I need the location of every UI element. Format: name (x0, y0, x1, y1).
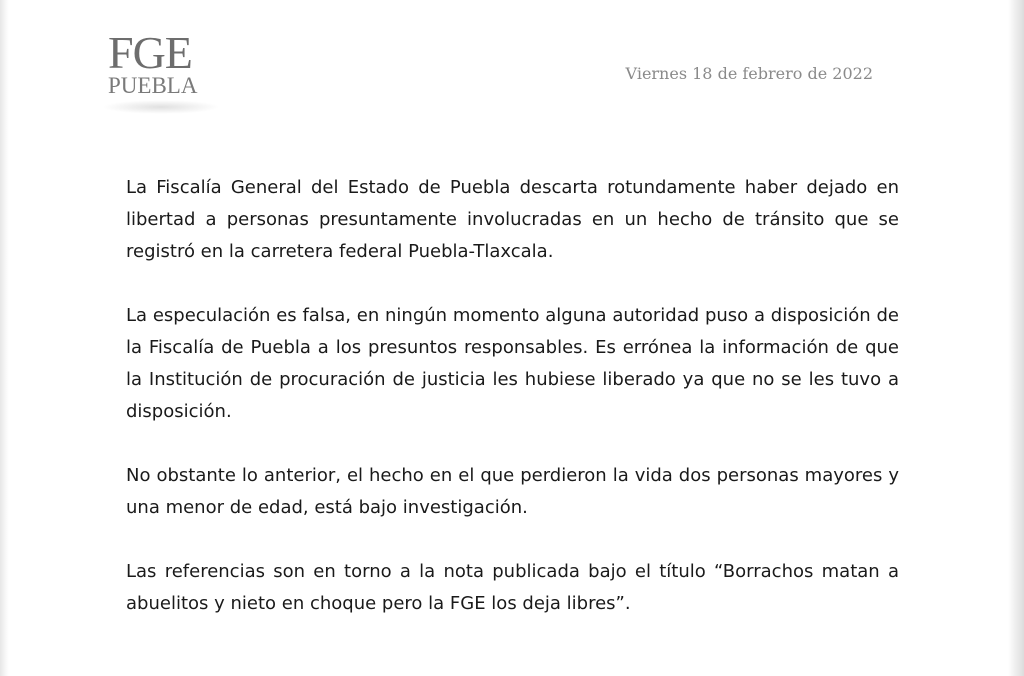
logo-puebla-text: PUEBLA (108, 73, 198, 98)
logo-fge-text: FGE (108, 27, 192, 78)
document-date: Viernes 18 de febrero de 2022 (625, 64, 873, 83)
fge-puebla-logo (102, 27, 222, 120)
logo-shadow (102, 100, 220, 114)
paragraph-1: La Fiscalía General del Estado de Puebla descarta rotundamente haber dejado en libertad a personas presuntamente involucradas en un hecho de tránsito que se registró en la carretera federal Puebla-Tlaxcala. (126, 177, 899, 262)
paragraph-3: No obstante lo anterior, el hecho en el que perdieron la vida dos personas mayores y una menor de edad, está bajo investigación. (126, 465, 899, 518)
document-body (126, 172, 899, 652)
paragraph-2: La especulación es falsa, en ningún momento alguna autoridad puso a disposición de la Fiscalía de Puebla a los presuntos responsables. Es errónea la información de que la Institución de procuración de justicia les hubiese liberado ya que no se les tuvo a disposición. (126, 305, 899, 422)
page-edge-right (1008, 0, 1024, 676)
page-edge-left (0, 0, 9, 676)
paragraph-4: Las referencias son en torno a la nota publicada bajo el título “Borrachos matan a abuelitos y nieto en choque pero la FGE los deja libres”. (126, 561, 899, 614)
